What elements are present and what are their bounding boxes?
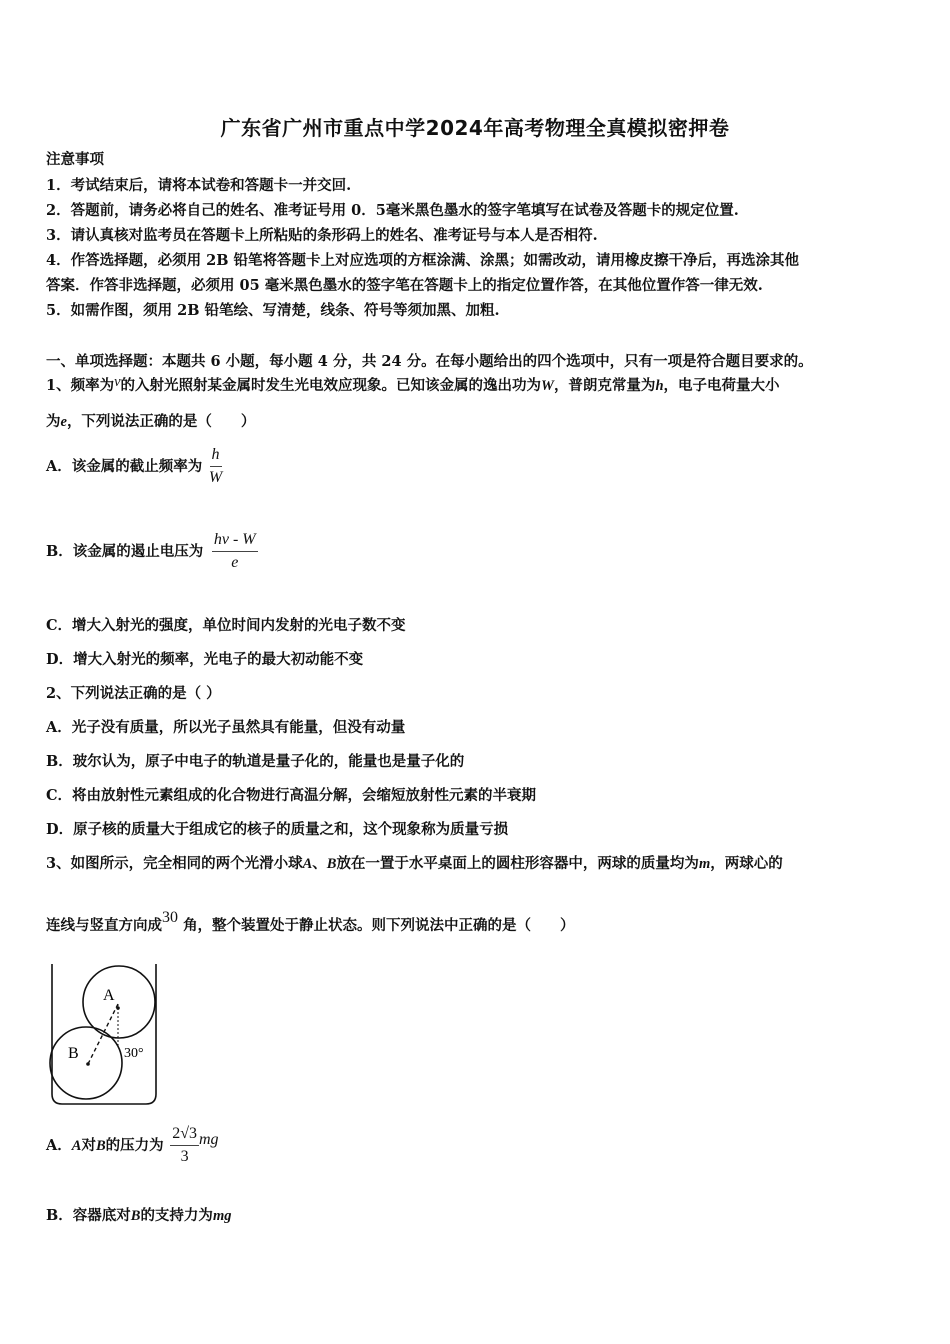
q1-option-d[interactable]: D．增大入射光的频率，光电子的最大初动能不变 [46,651,364,668]
notice-item-3: 3．请认真核对监考员在答题卡上所粘贴的条形码上的姓名、准考证号与本人是否相符. [46,227,598,244]
ball-b-center [86,1062,90,1066]
page-title: 广东省广州市重点中学2024年高考物理全真模拟密押卷 [220,116,730,140]
q3-option-b[interactable]: B．容器底对B的支持力为mg [46,1207,232,1224]
q2-option-a[interactable]: A．光子没有质量，所以光子虽然具有能量，但没有动量 [46,719,406,736]
figure-label-b: B [68,1045,79,1062]
q2-option-d[interactable]: D．原子核的质量大于组成它的核子的质量之和，这个现象称为质量亏损 [46,821,509,838]
notice-item-1: 1．考试结束后，请将本试卷和答题卡一并交回. [46,177,352,194]
q1-option-b-fraction: $\frac{h\nu - W}{e}$ [213,531,256,571]
ball-b [50,1027,122,1099]
notice-item-2: 2．答题前，请务必将自己的姓名、准考证号用 0．5毫米黑色墨水的签字笔填写在试卷及答题卡的规定位置. [46,202,739,219]
notice-item-4: 4．作答选择题，必须用 2B 铅笔将答题卡上对应选项的方框涂满、涂黑；如需改动，请用橡皮擦干净后，再选涂其他 [46,252,800,269]
q3-option-a[interactable]: A．A对B的压力为 $\frac{2√3}{3}$ mg [46,1125,219,1165]
q1-option-c[interactable]: C．增大入射光的强度，单位时间内发射的光电子数不变 [46,617,406,634]
section-heading: 一、单项选择题：本题共 6 小题，每小题 4 分，共 24 分。在每小题给出的四个选项中，只有一项是符合题目要求的。 [46,353,813,370]
q1-option-a-fraction: $\frac{h}{W}$ [208,446,223,486]
q1-stem-line2: 为e，下列说法正确的是（ ） [46,413,256,430]
q2-stem: 2、下列说法正确的是（ ） [46,685,221,702]
container-figure [48,960,168,1110]
q2-option-b[interactable]: B．玻尔认为，原子中电子的轨道是量子化的，能量也是量子化的 [46,753,465,770]
q1-option-a[interactable]: A．该金属的截止频率为 $\frac{h}{W}$ [46,446,223,486]
figure-angle-label: 30° [124,1046,144,1061]
figure-label-a: A [103,987,115,1004]
notice-item-4-cont: 答案．作答非选择题，必须用 05 毫米黑色墨水的签字笔在答题卡上的指定位置作答，在其他位置作答一律无效. [46,277,763,294]
q3-stem-line2: 连线与竖直方向成30 角，整个装置处于静止状态。则下列说法中正确的是（ ） [46,909,575,934]
q3-option-a-fraction: $\frac{2√3}{3}$ [172,1125,197,1165]
q3-stem-line1: 3、如图所示，完全相同的两个光滑小球A、B放在一置于水平桌面上的圆柱形容器中，两球的质量均为m，两球心的 [46,855,783,872]
q1-option-b[interactable]: B．该金属的遏止电压为 $\frac{h\nu - W}{e}$ [46,531,256,571]
q2-option-c[interactable]: C．将由放射性元素组成的化合物进行高温分解，会缩短放射性元素的半衰期 [46,787,537,804]
notice-item-5: 5．如需作图，须用 2B 铅笔绘、写清楚，线条、符号等须加黑、加粗. [46,302,500,319]
q1-stem-line1: 1、频率为ν的入射光照射某金属时发生光电效应现象。已知该金属的逸出功为W，普朗克常量为h，电子电荷量大小 [46,374,780,394]
notice-heading: 注意事项 [46,151,104,168]
ball-a-center [116,1006,120,1010]
